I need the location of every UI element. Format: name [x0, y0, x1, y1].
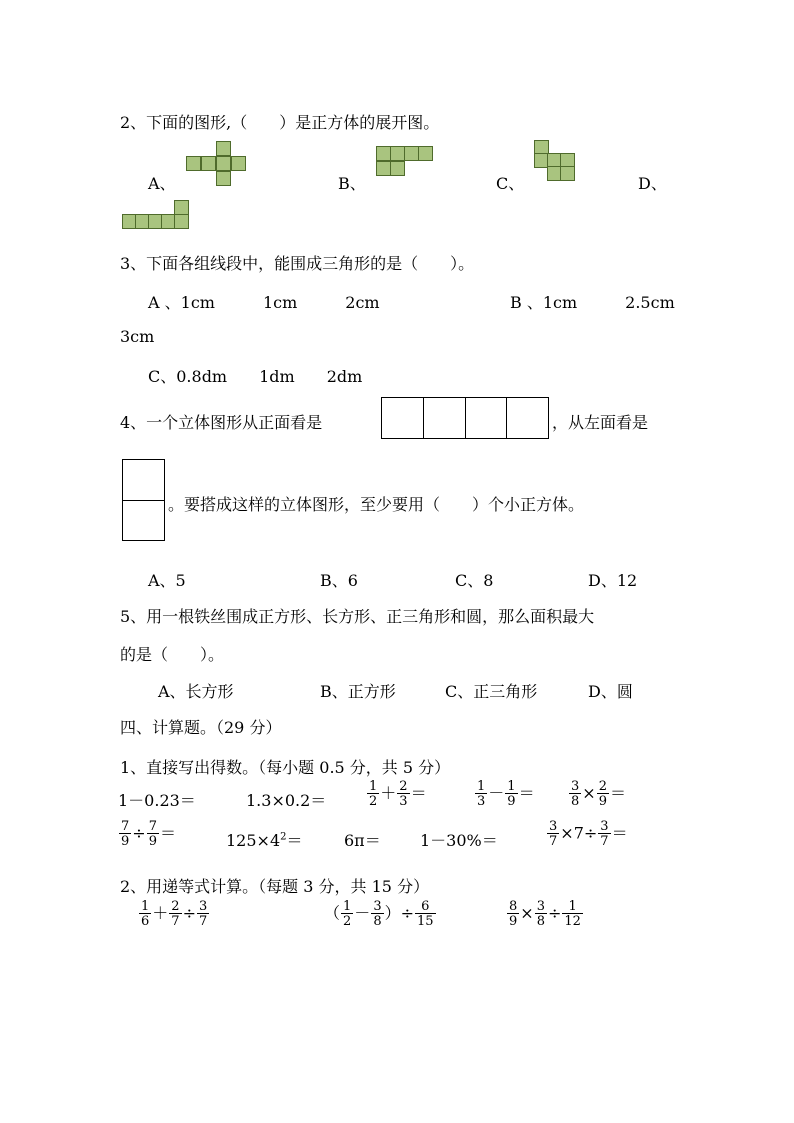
expr-7: $125\times 4^2=$	[226, 831, 303, 850]
q3-option-b[interactable]: B 、1cm 2.5cm	[510, 293, 675, 312]
expr-10: $\frac{3}{7}$ ×7÷ $\frac{3}{7}$ ＝	[549, 819, 628, 849]
q2-option-d-net	[122, 199, 190, 231]
q5-option-d[interactable]: D、圆	[588, 682, 633, 701]
front-view-figure	[381, 397, 549, 439]
q4-stem-a: 4、一个立体图形从正面看是	[120, 413, 323, 432]
problem-1: $\frac{1}{6}$ ＋ $\frac{2}{7}$ ÷ $\frac{3}{7}$	[141, 899, 208, 929]
q2-option-a-label[interactable]: A、	[148, 174, 176, 193]
q3-option-b-cont: 3cm	[120, 327, 155, 346]
expr-5: $\frac{3}{8}$ × $\frac{2}{9}$ ＝	[571, 779, 626, 809]
q2-option-a-net	[186, 145, 250, 185]
q3-option-a[interactable]: A 、1cm 1cm 2cm	[148, 293, 380, 312]
calc2-title: 2、用递等式计算。（每题 3 分，共 15 分）	[120, 877, 430, 896]
q5-option-b[interactable]: B、正方形	[320, 682, 396, 701]
expr-8: 6π＝	[344, 831, 381, 850]
expr-4: $\frac{1}{3}$ － $\frac{1}{9}$ ＝	[477, 779, 535, 809]
q5-stem-line2: 的是（ ）。	[120, 645, 225, 664]
q2-option-b-net	[376, 146, 432, 180]
calc1-title: 1、直接写出得数。（每小题 0.5 分，共 5 分）	[120, 758, 451, 777]
q5-stem-line1: 5、用一根铁丝围成正方形、长方形、正三角形和圆，那么面积最大	[120, 607, 595, 626]
problem-3: $\frac{8}{9}$ × $\frac{3}{8}$ ÷ $\frac{1}{12}$	[509, 899, 581, 929]
q5-option-c[interactable]: C、正三角形	[445, 682, 538, 701]
q4-stem-c: 。要搭成这样的立体图形，至少要用（ ）个小正方体。	[168, 495, 585, 514]
expr-1: 1－0.23＝	[118, 791, 196, 810]
q5-option-a[interactable]: A、长方形	[158, 682, 234, 701]
expr-9: 1－30%＝	[420, 831, 498, 850]
expr-3: $\frac{1}{2}$ ＋ $\frac{2}{3}$ ＝	[369, 779, 427, 809]
q4-option-a[interactable]: A、5	[148, 571, 186, 590]
q4-option-c[interactable]: C、8	[455, 571, 494, 590]
q4-option-d[interactable]: D、12	[588, 571, 638, 590]
expr-6: $\frac{7}{9}$ ÷ $\frac{7}{9}$ ＝	[121, 819, 176, 849]
expr-2: 1.3×0.2＝	[246, 791, 327, 810]
q3-option-c[interactable]: C、0.8dm 1dm 2dm	[148, 367, 363, 386]
q2-option-c-label[interactable]: C、	[496, 174, 525, 193]
problem-2: （ $\frac{1}{2}$ － $\frac{3}{8}$ ）÷ $\frac{6}{15}$	[324, 899, 434, 929]
q2-option-c-net	[534, 140, 574, 182]
q2-option-d-label[interactable]: D、	[638, 174, 667, 193]
q3-stem: 3、下面各组线段中，能围成三角形的是（ ）。	[120, 254, 475, 273]
left-view-figure	[122, 459, 165, 541]
q2-stem: 2、下面的图形,（ ）是正方体的展开图。	[120, 113, 440, 132]
q4-stem-b: ，从左面看是	[552, 413, 649, 432]
section-heading: 四、计算题。（29 分）	[120, 718, 282, 737]
q2-option-b-label[interactable]: B、	[338, 174, 366, 193]
q4-option-b[interactable]: B、6	[320, 571, 358, 590]
